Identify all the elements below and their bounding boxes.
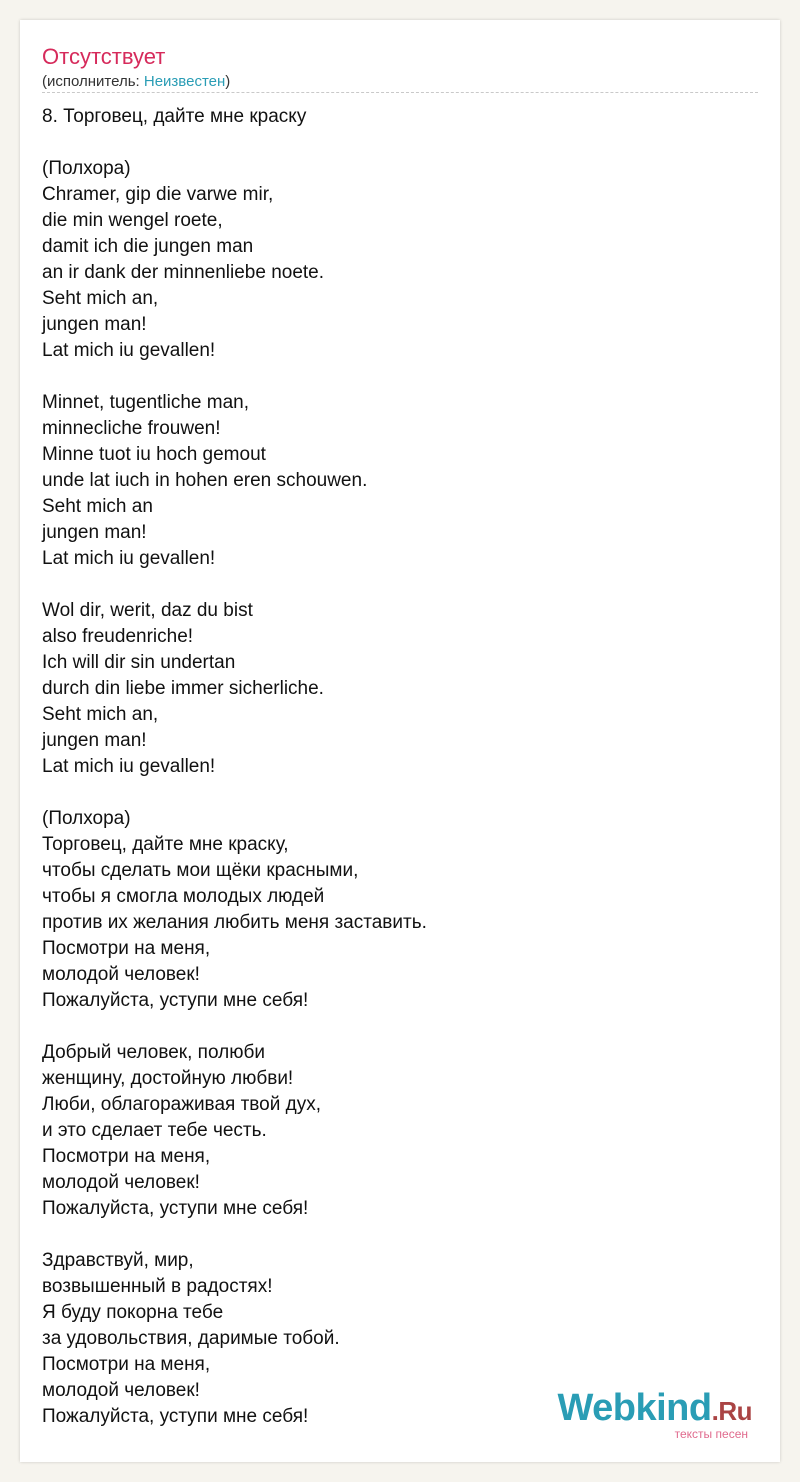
lyrics-line: женщину, достойную любви! (42, 1068, 294, 1089)
lyrics-line: minnecliche frouwen! (42, 418, 221, 439)
lyrics-line: Пожалуйста, уступи мне себя! (42, 1406, 309, 1427)
lyrics-line: Seht mich an, (42, 704, 159, 725)
lyrics-line: durch din liebe immer sicherliche. (42, 678, 324, 699)
lyrics-blank-line (42, 130, 752, 156)
lyrics-text (42, 104, 752, 1430)
lyrics-line: Lat mich iu gevallen! (42, 756, 216, 777)
lyrics-line: возвышенный в радостях! (42, 1276, 273, 1297)
lyrics-line: (Полхора) (42, 808, 131, 829)
artist-prefix: (исполнитель: (42, 73, 144, 90)
lyrics-blank-line (42, 572, 752, 598)
lyrics-line: an ir dank der minnenliebe noete. (42, 262, 325, 283)
lyrics-card (20, 20, 780, 1462)
lyrics-line: Seht mich an, (42, 288, 159, 309)
lyrics-line: Здравствуй, мир, (42, 1250, 194, 1271)
site-logo[interactable] (557, 1389, 752, 1440)
lyrics-line: Посмотри на меня, (42, 1354, 211, 1375)
lyrics-line: за удовольствия, даримые тобой. (42, 1328, 340, 1349)
artist-link[interactable]: Неизвестен (143, 73, 226, 90)
lyrics-line: Minne tuot iu hoch gemout (42, 444, 266, 465)
lyrics-line: чтобы я смогла молодых людей (42, 886, 325, 907)
lyrics-line: Seht mich an (42, 496, 153, 517)
lyrics-blank-line (42, 1222, 752, 1248)
logo-subtitle: тексты песен (674, 1427, 748, 1441)
lyrics-line: Chramer, gip die varwe mir, (42, 184, 274, 205)
lyrics-line: jungen man! (42, 314, 147, 335)
logo-brand (557, 1389, 752, 1430)
lyrics-line: 8. Торговец, дайте мне краску (42, 106, 307, 127)
lyrics-line: jungen man! (42, 522, 147, 543)
lyrics-line: die min wengel roete, (42, 210, 223, 231)
lyrics-blank-line (42, 1014, 752, 1040)
lyrics-line: и это сделает тебе честь. (42, 1120, 267, 1141)
lyrics-line: Я буду покорна тебе (42, 1302, 224, 1323)
lyrics-line: Ich will dir sin undertan (42, 652, 236, 673)
lyrics-line: Пожалуйста, уступи мне себя! (42, 1198, 309, 1219)
lyrics-line: молодой человек! (42, 1172, 200, 1193)
lyrics-line: чтобы сделать мои щёки красными, (42, 860, 359, 881)
song-title: Отсутствует (42, 44, 166, 69)
lyrics-line: Пожалуйста, уступи мне себя! (42, 990, 309, 1011)
artist-line (42, 72, 230, 92)
lyrics-line: Добрый человек, полюби (42, 1042, 265, 1063)
lyrics-line: Посмотри на меня, (42, 938, 211, 959)
lyrics-line: Торговец, дайте мне краску, (42, 834, 289, 855)
lyrics-line: против их желания любить меня заставить. (42, 912, 427, 933)
lyrics-blank-line (42, 780, 752, 806)
lyrics-line: Посмотри на меня, (42, 1146, 211, 1167)
lyrics-line: damit ich die jungen man (42, 236, 254, 257)
lyrics-line: also freudenriche! (42, 626, 194, 647)
lyrics-line: Minnet, tugentliche man, (42, 392, 250, 413)
lyrics-line: Люби, облагораживая твой дух, (42, 1094, 321, 1115)
lyrics-line: молодой человек! (42, 964, 200, 985)
lyrics-line: jungen man! (42, 730, 147, 751)
dashed-divider (42, 92, 758, 93)
logo-tld: .Ru (711, 1396, 752, 1426)
lyrics-line: Lat mich iu gevallen! (42, 548, 216, 569)
lyrics-line: (Полхора) (42, 158, 131, 179)
artist-suffix: ) (225, 73, 231, 90)
logo-brand-text: Webkind (557, 1387, 712, 1429)
lyrics-blank-line (42, 364, 752, 390)
lyrics-line: unde lat iuch in hohen eren schouwen. (42, 470, 368, 491)
lyrics-line: молодой человек! (42, 1380, 200, 1401)
lyrics-line: Wol dir, werit, daz du bist (42, 600, 253, 621)
lyrics-line: Lat mich iu gevallen! (42, 340, 216, 361)
